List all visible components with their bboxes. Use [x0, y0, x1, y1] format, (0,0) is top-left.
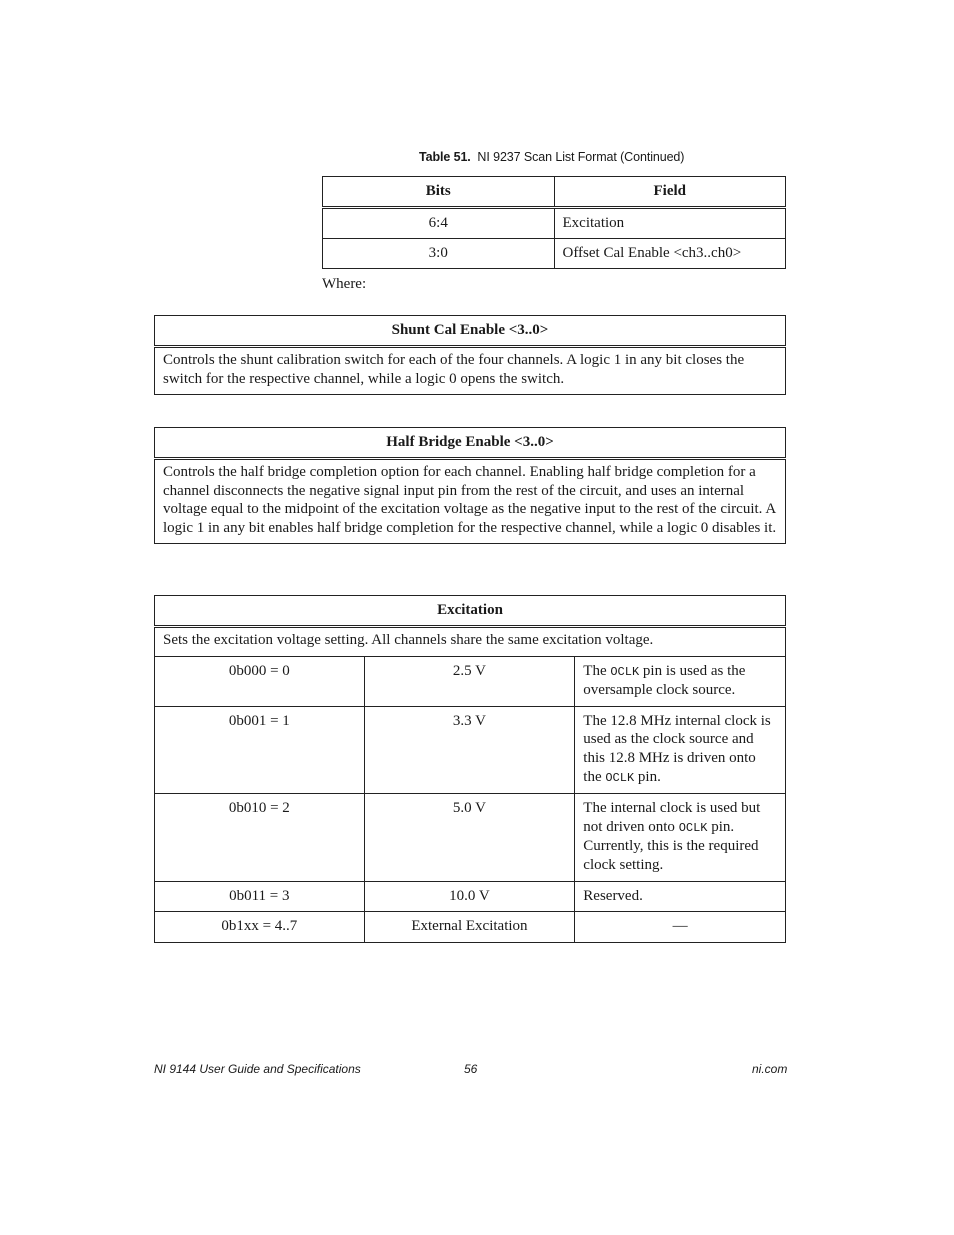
where-label: Where:: [322, 276, 367, 292]
table-caption-title: NI 9237 Scan List Format (Continued): [477, 150, 685, 164]
note-cell: —: [575, 912, 786, 943]
code-cell: 0b1xx = 4..7: [155, 912, 365, 943]
table-row: [155, 881, 786, 912]
note-text: Reserved.: [583, 887, 643, 904]
code-cell: 0b000 = 0: [155, 656, 365, 706]
note-text: The internal clock is used but not driven onto: [583, 800, 761, 835]
footer-doc-title: NI 9144 User Guide and Specifications: [154, 1062, 361, 1076]
voltage-cell: 3.3 V: [364, 706, 575, 793]
half-bridge-desc-row: [155, 459, 786, 544]
pin-name: OCLK: [610, 664, 640, 679]
note-text: The: [583, 662, 611, 679]
code-cell: 0b010 = 2: [155, 794, 365, 881]
header-bits: Bits: [323, 177, 555, 208]
note-text: pin is used as the oversample clock source.: [583, 662, 746, 699]
shunt-cal-desc-row: [155, 347, 786, 395]
table-row: [323, 239, 786, 269]
excitation-title: Excitation: [155, 596, 786, 627]
shunt-cal-title: Shunt Cal Enable <3..0>: [155, 316, 786, 347]
header-field: Field: [554, 177, 786, 208]
note-cell: [575, 794, 786, 881]
note-text: pin. Currently, this is the required clock setting.: [583, 818, 759, 873]
half-bridge-table: [154, 427, 786, 544]
pin-name: OCLK: [678, 820, 708, 835]
excitation-header-row: [155, 596, 786, 627]
table-row: [155, 912, 786, 943]
voltage-cell: 5.0 V: [364, 794, 575, 881]
excitation-table: [154, 595, 786, 943]
table-row: [155, 706, 786, 793]
note-cell: [575, 881, 786, 912]
bits-cell: 3:0: [323, 239, 555, 269]
half-bridge-title: Half Bridge Enable <3..0>: [155, 428, 786, 459]
table-row: [323, 208, 786, 239]
bits-cell: 6:4: [323, 208, 555, 239]
excitation-description: Sets the excitation voltage setting. All channels share the same excitation voltage.: [155, 627, 786, 657]
table-caption: [419, 150, 684, 164]
voltage-cell: 10.0 V: [364, 881, 575, 912]
half-bridge-header-row: [155, 428, 786, 459]
voltage-cell: External Excitation: [364, 912, 575, 943]
table-caption-label: Table 51.: [419, 150, 471, 164]
field-cell: Excitation: [554, 208, 786, 239]
note-text: pin.: [634, 768, 661, 785]
scan-list-table: [322, 176, 786, 269]
voltage-cell: 2.5 V: [364, 656, 575, 706]
note-cell: [575, 656, 786, 706]
excitation-desc-row: [155, 627, 786, 657]
code-cell: 0b011 = 3: [155, 881, 365, 912]
note-text: The 12.8 MHz internal clock is used as the clock source and this 12.8 MHz is driven onto the: [583, 712, 771, 785]
shunt-cal-table: [154, 315, 786, 395]
table-row: [155, 794, 786, 881]
shunt-cal-header-row: [155, 316, 786, 347]
note-cell: [575, 706, 786, 793]
footer-website: ni.com: [752, 1062, 788, 1076]
code-cell: 0b001 = 1: [155, 706, 365, 793]
shunt-cal-description: Controls the shunt calibration switch for each of the four channels. A logic 1 in any bit closes the switch for the respective channel, while a logic 0 opens the switch.: [155, 347, 786, 395]
scan-table-header-row: [323, 177, 786, 208]
footer-page-number: 56: [464, 1062, 478, 1076]
half-bridge-description: Controls the half bridge completion option for each channel. Enabling half bridge completion for a channel disconnects the negative signal input pin from the rest of the circuit, and uses an internal voltage equal to the midpoint of the excitation voltage as the negative input to the rest of the circuit. A logic 1 in any bit enables half bridge completion for the respective channel, while a logic 0 disables it.: [155, 459, 786, 544]
field-cell: Offset Cal Enable <ch3..ch0>: [554, 239, 786, 269]
table-row: [155, 656, 786, 706]
pin-name: OCLK: [605, 770, 635, 785]
